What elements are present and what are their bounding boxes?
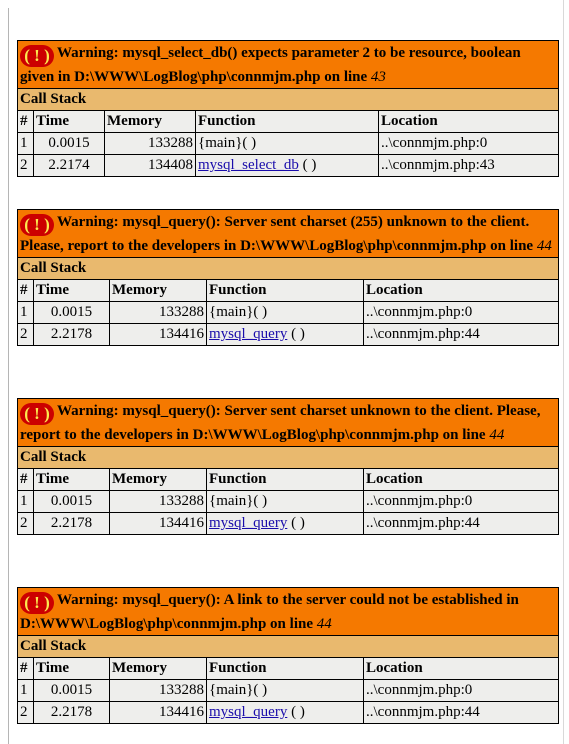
error-message: Warning: mysql_query(): Server sent charset (255) unknown to the client. Please, report to the developers in D:\WWW\LogBlog\php\connmjm.php on line bbox=[20, 214, 537, 254]
row-number: 1 bbox=[18, 133, 34, 155]
row-function-cell bbox=[207, 302, 364, 324]
error-message: Warning: mysql_query(): Server sent charset unknown to the client. Please, report to the developers in D:\WWW\LogBlog\php\connmjm.php on line bbox=[20, 403, 541, 443]
function-name: {main} bbox=[198, 135, 243, 151]
function-doc-link[interactable]: mysql_query bbox=[209, 515, 288, 531]
page-left-border bbox=[8, 8, 9, 744]
error-icon: ( ! ) bbox=[20, 45, 54, 67]
error-icon: ( ! ) bbox=[20, 403, 54, 425]
error-line-number: 44 bbox=[316, 616, 332, 632]
row-time: 2.2178 bbox=[34, 702, 110, 724]
col-header-time: Time bbox=[34, 469, 110, 491]
function-name: {main} bbox=[209, 304, 254, 320]
row-memory: 134416 bbox=[110, 513, 207, 535]
call-stack-row bbox=[18, 302, 559, 324]
error-icon: ( ! ) bbox=[20, 214, 54, 236]
error-line-number: 44 bbox=[536, 238, 552, 254]
col-header-time: Time bbox=[34, 280, 110, 302]
row-number: 2 bbox=[18, 155, 34, 177]
row-memory: 133288 bbox=[110, 680, 207, 702]
row-time: 2.2174 bbox=[34, 155, 105, 177]
row-location: ..\connmjm.php:0 bbox=[364, 680, 559, 702]
col-header-location: Location bbox=[379, 111, 559, 133]
row-memory: 134416 bbox=[110, 702, 207, 724]
function-args: ( ) bbox=[253, 304, 268, 320]
error-message: Warning: mysql_query(): A link to the server could not be established in D:\WWW\LogBlog\php\connmjm.php on line bbox=[20, 592, 519, 632]
error-line-number: 44 bbox=[489, 427, 505, 443]
row-time: 0.0015 bbox=[34, 491, 110, 513]
row-location: ..\connmjm.php:44 bbox=[364, 702, 559, 724]
call-stack-label: Call Stack bbox=[18, 89, 559, 111]
error-message-cell bbox=[18, 588, 559, 636]
row-memory: 134408 bbox=[105, 155, 196, 177]
call-stack-row bbox=[18, 133, 559, 155]
row-function-cell bbox=[196, 155, 379, 177]
col-header-location: Location bbox=[364, 280, 559, 302]
xdebug-error-table bbox=[17, 587, 559, 724]
row-function-cell bbox=[196, 133, 379, 155]
xdebug-error-table bbox=[17, 398, 559, 535]
row-time: 0.0015 bbox=[34, 680, 110, 702]
error-message: Warning: mysql_select_db() expects parameter 2 to be resource, boolean given in D:\WWW\LogBlog\php\connmjm.php on line bbox=[20, 45, 521, 85]
col-header-num: # bbox=[18, 280, 34, 302]
col-header-memory: Memory bbox=[110, 469, 207, 491]
call-stack-row bbox=[18, 702, 559, 724]
row-function-cell bbox=[207, 680, 364, 702]
row-function-cell bbox=[207, 702, 364, 724]
col-header-function: Function bbox=[196, 111, 379, 133]
xdebug-error-table bbox=[17, 40, 559, 177]
xdebug-error-table bbox=[17, 209, 559, 346]
call-stack-row bbox=[18, 324, 559, 346]
row-function-cell bbox=[207, 491, 364, 513]
function-name: {main} bbox=[209, 493, 254, 509]
page-right-border bbox=[563, 0, 564, 744]
row-number: 2 bbox=[18, 702, 34, 724]
error-message-cell bbox=[18, 210, 559, 258]
row-location: ..\connmjm.php:43 bbox=[379, 155, 559, 177]
function-args: ( ) bbox=[287, 704, 305, 720]
function-args: ( ) bbox=[253, 493, 268, 509]
row-time: 0.0015 bbox=[34, 302, 110, 324]
col-header-function: Function bbox=[207, 658, 364, 680]
row-function-cell bbox=[207, 513, 364, 535]
row-number: 1 bbox=[18, 491, 34, 513]
col-header-num: # bbox=[18, 111, 34, 133]
call-stack-label: Call Stack bbox=[18, 447, 559, 469]
row-number: 2 bbox=[18, 324, 34, 346]
function-args: ( ) bbox=[287, 326, 305, 342]
col-header-memory: Memory bbox=[110, 658, 207, 680]
row-memory: 133288 bbox=[110, 491, 207, 513]
function-args: ( ) bbox=[253, 682, 268, 698]
function-doc-link[interactable]: mysql_query bbox=[209, 704, 288, 720]
row-number: 1 bbox=[18, 680, 34, 702]
error-line-number: 43 bbox=[370, 69, 386, 85]
col-header-memory: Memory bbox=[105, 111, 196, 133]
row-time: 2.2178 bbox=[34, 513, 110, 535]
error-message-cell bbox=[18, 41, 559, 89]
row-location: ..\connmjm.php:44 bbox=[364, 324, 559, 346]
call-stack-row bbox=[18, 513, 559, 535]
call-stack-label: Call Stack bbox=[18, 258, 559, 280]
function-args: ( ) bbox=[298, 157, 317, 173]
error-icon: ( ! ) bbox=[20, 592, 54, 614]
row-location: ..\connmjm.php:0 bbox=[364, 302, 559, 324]
call-stack-label: Call Stack bbox=[18, 636, 559, 658]
function-doc-link[interactable]: mysql_select_db bbox=[198, 157, 299, 173]
row-time: 0.0015 bbox=[34, 133, 105, 155]
col-header-memory: Memory bbox=[110, 280, 207, 302]
row-time: 2.2178 bbox=[34, 324, 110, 346]
function-args: ( ) bbox=[287, 515, 305, 531]
row-memory: 134416 bbox=[110, 324, 207, 346]
function-name: {main} bbox=[209, 682, 254, 698]
col-header-location: Location bbox=[364, 658, 559, 680]
row-location: ..\connmjm.php:0 bbox=[379, 133, 559, 155]
function-doc-link[interactable]: mysql_query bbox=[209, 326, 288, 342]
row-function-cell bbox=[207, 324, 364, 346]
col-header-time: Time bbox=[34, 111, 105, 133]
error-message-cell bbox=[18, 399, 559, 447]
row-memory: 133288 bbox=[105, 133, 196, 155]
col-header-function: Function bbox=[207, 280, 364, 302]
row-number: 2 bbox=[18, 513, 34, 535]
col-header-location: Location bbox=[364, 469, 559, 491]
col-header-num: # bbox=[18, 658, 34, 680]
function-args: ( ) bbox=[242, 135, 257, 151]
call-stack-row bbox=[18, 155, 559, 177]
row-location: ..\connmjm.php:44 bbox=[364, 513, 559, 535]
col-header-time: Time bbox=[34, 658, 110, 680]
call-stack-row bbox=[18, 491, 559, 513]
call-stack-row bbox=[18, 680, 559, 702]
col-header-num: # bbox=[18, 469, 34, 491]
row-memory: 133288 bbox=[110, 302, 207, 324]
row-location: ..\connmjm.php:0 bbox=[364, 491, 559, 513]
col-header-function: Function bbox=[207, 469, 364, 491]
row-number: 1 bbox=[18, 302, 34, 324]
